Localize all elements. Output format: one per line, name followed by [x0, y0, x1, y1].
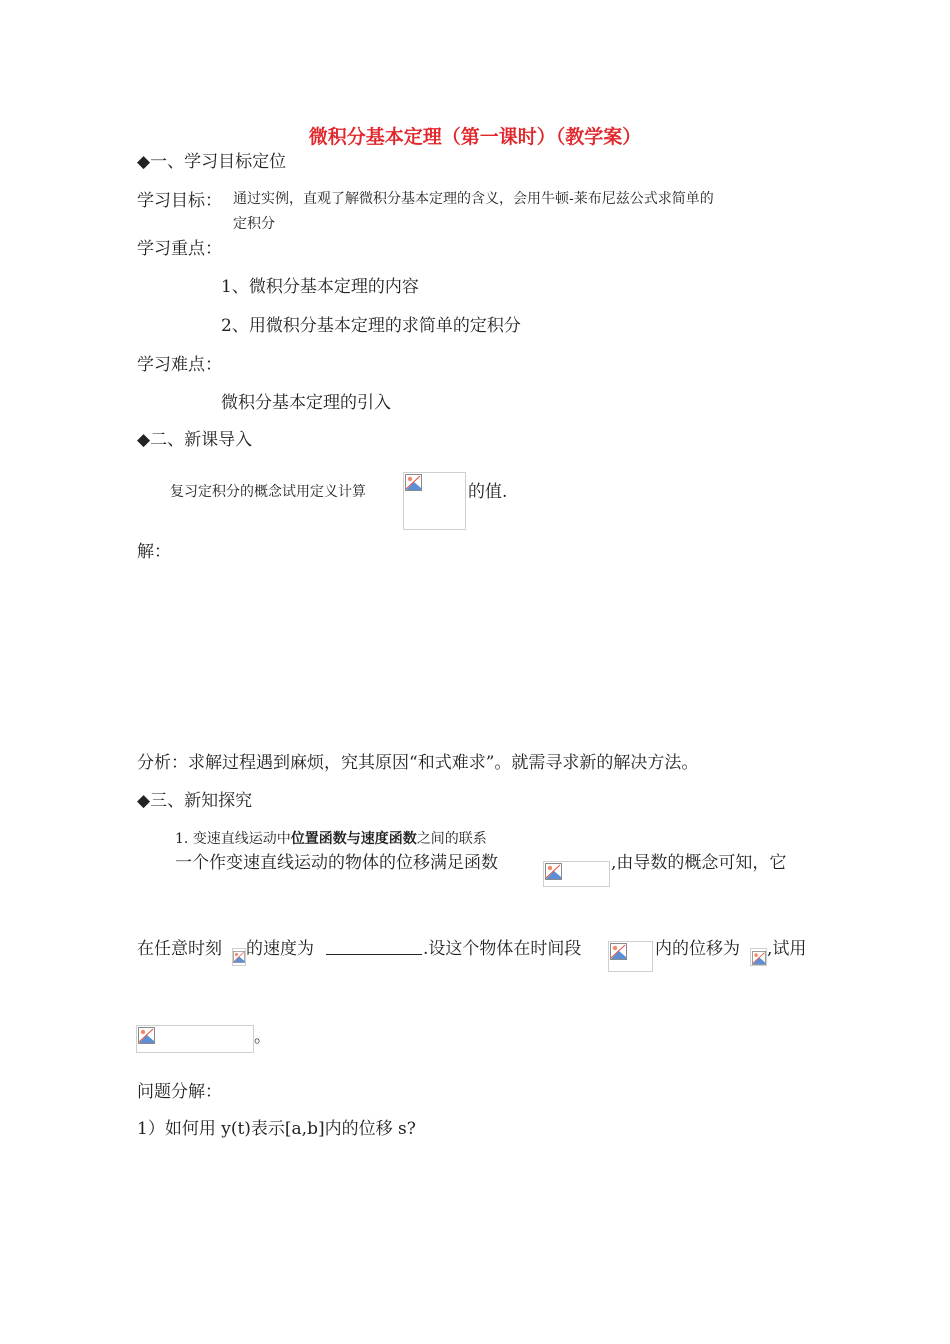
formula-image-s — [750, 948, 767, 966]
formula-image-position-function — [543, 861, 610, 887]
explore-line2-d: 内的位移为 — [655, 939, 740, 959]
section-heading-goals: ◆一、学习目标定位 — [137, 152, 287, 172]
difficulty-item: 微积分基本定理的引入 — [221, 393, 391, 413]
section-heading-intro: ◆二、新课导入 — [137, 430, 253, 450]
key-point-item-2: 2、用微积分基本定理的求简单的定积分 — [221, 316, 521, 336]
goals-text-line1: 通过实例，直观了解微积分基本定理的含义，会用牛顿-莱布尼兹公式求简单的 — [233, 191, 714, 207]
goals-text-line2: 定积分 — [233, 216, 275, 232]
broken-image-icon — [752, 951, 766, 965]
key-point-item-1: 1、微积分基本定理的内容 — [221, 277, 419, 297]
formula-image-expression — [136, 1025, 254, 1053]
intro-suffix: 的值. — [468, 482, 508, 502]
explore-heading-post: 之间的联系 — [416, 831, 487, 847]
page-title: 微积分基本定理（第一课时）（教学案） — [308, 126, 642, 148]
explore-heading-bold: 位置函数与速度函数 — [290, 831, 417, 847]
key-points-label: 学习重点： — [137, 239, 222, 259]
explore-heading-pre: 变速直线运动中 — [192, 831, 291, 847]
broken-image-icon — [138, 1027, 155, 1044]
explore-line2-c: .设这个物体在时间段 — [423, 939, 582, 959]
solution-label: 解： — [137, 542, 171, 562]
goals-label: 学习目标： — [137, 191, 222, 211]
difficulty-label: 学习难点： — [137, 355, 222, 375]
explore-line1-a: 一个作变速直线运动的物体的位移满足函数 — [175, 853, 498, 873]
question-label: 问题分解： — [137, 1082, 222, 1102]
explore-line2-e: ,试用 — [767, 939, 807, 959]
analysis-text: 分析：求解过程遇到麻烦，究其原因“和式难求”。就需寻求新的解决方法。 — [137, 753, 699, 773]
question-1: 1）如何用 y(t)表示[a,b]内的位移 s? — [137, 1119, 416, 1139]
broken-image-icon — [545, 863, 562, 880]
formula-image-integral — [403, 472, 466, 530]
explore-line2-b: 的速度为 — [246, 939, 314, 959]
explore-heading — [175, 829, 487, 849]
broken-image-icon — [233, 951, 245, 963]
explore-heading-num: 1. — [175, 831, 193, 847]
formula-image-t — [232, 948, 246, 966]
section-heading-explore: ◆三、新知探究 — [137, 791, 253, 811]
formula-image-interval — [608, 941, 653, 972]
velocity-blank — [326, 938, 422, 957]
explore-line2-a: 在任意时刻 — [137, 939, 222, 959]
broken-image-icon — [405, 474, 422, 491]
explore-line3-end: 。 — [254, 1027, 271, 1047]
explore-line1-b: ,由导数的概念可知，它 — [611, 853, 787, 873]
intro-prompt: 复习定积分的概念试用定义计算 — [170, 484, 366, 500]
broken-image-icon — [610, 943, 627, 960]
